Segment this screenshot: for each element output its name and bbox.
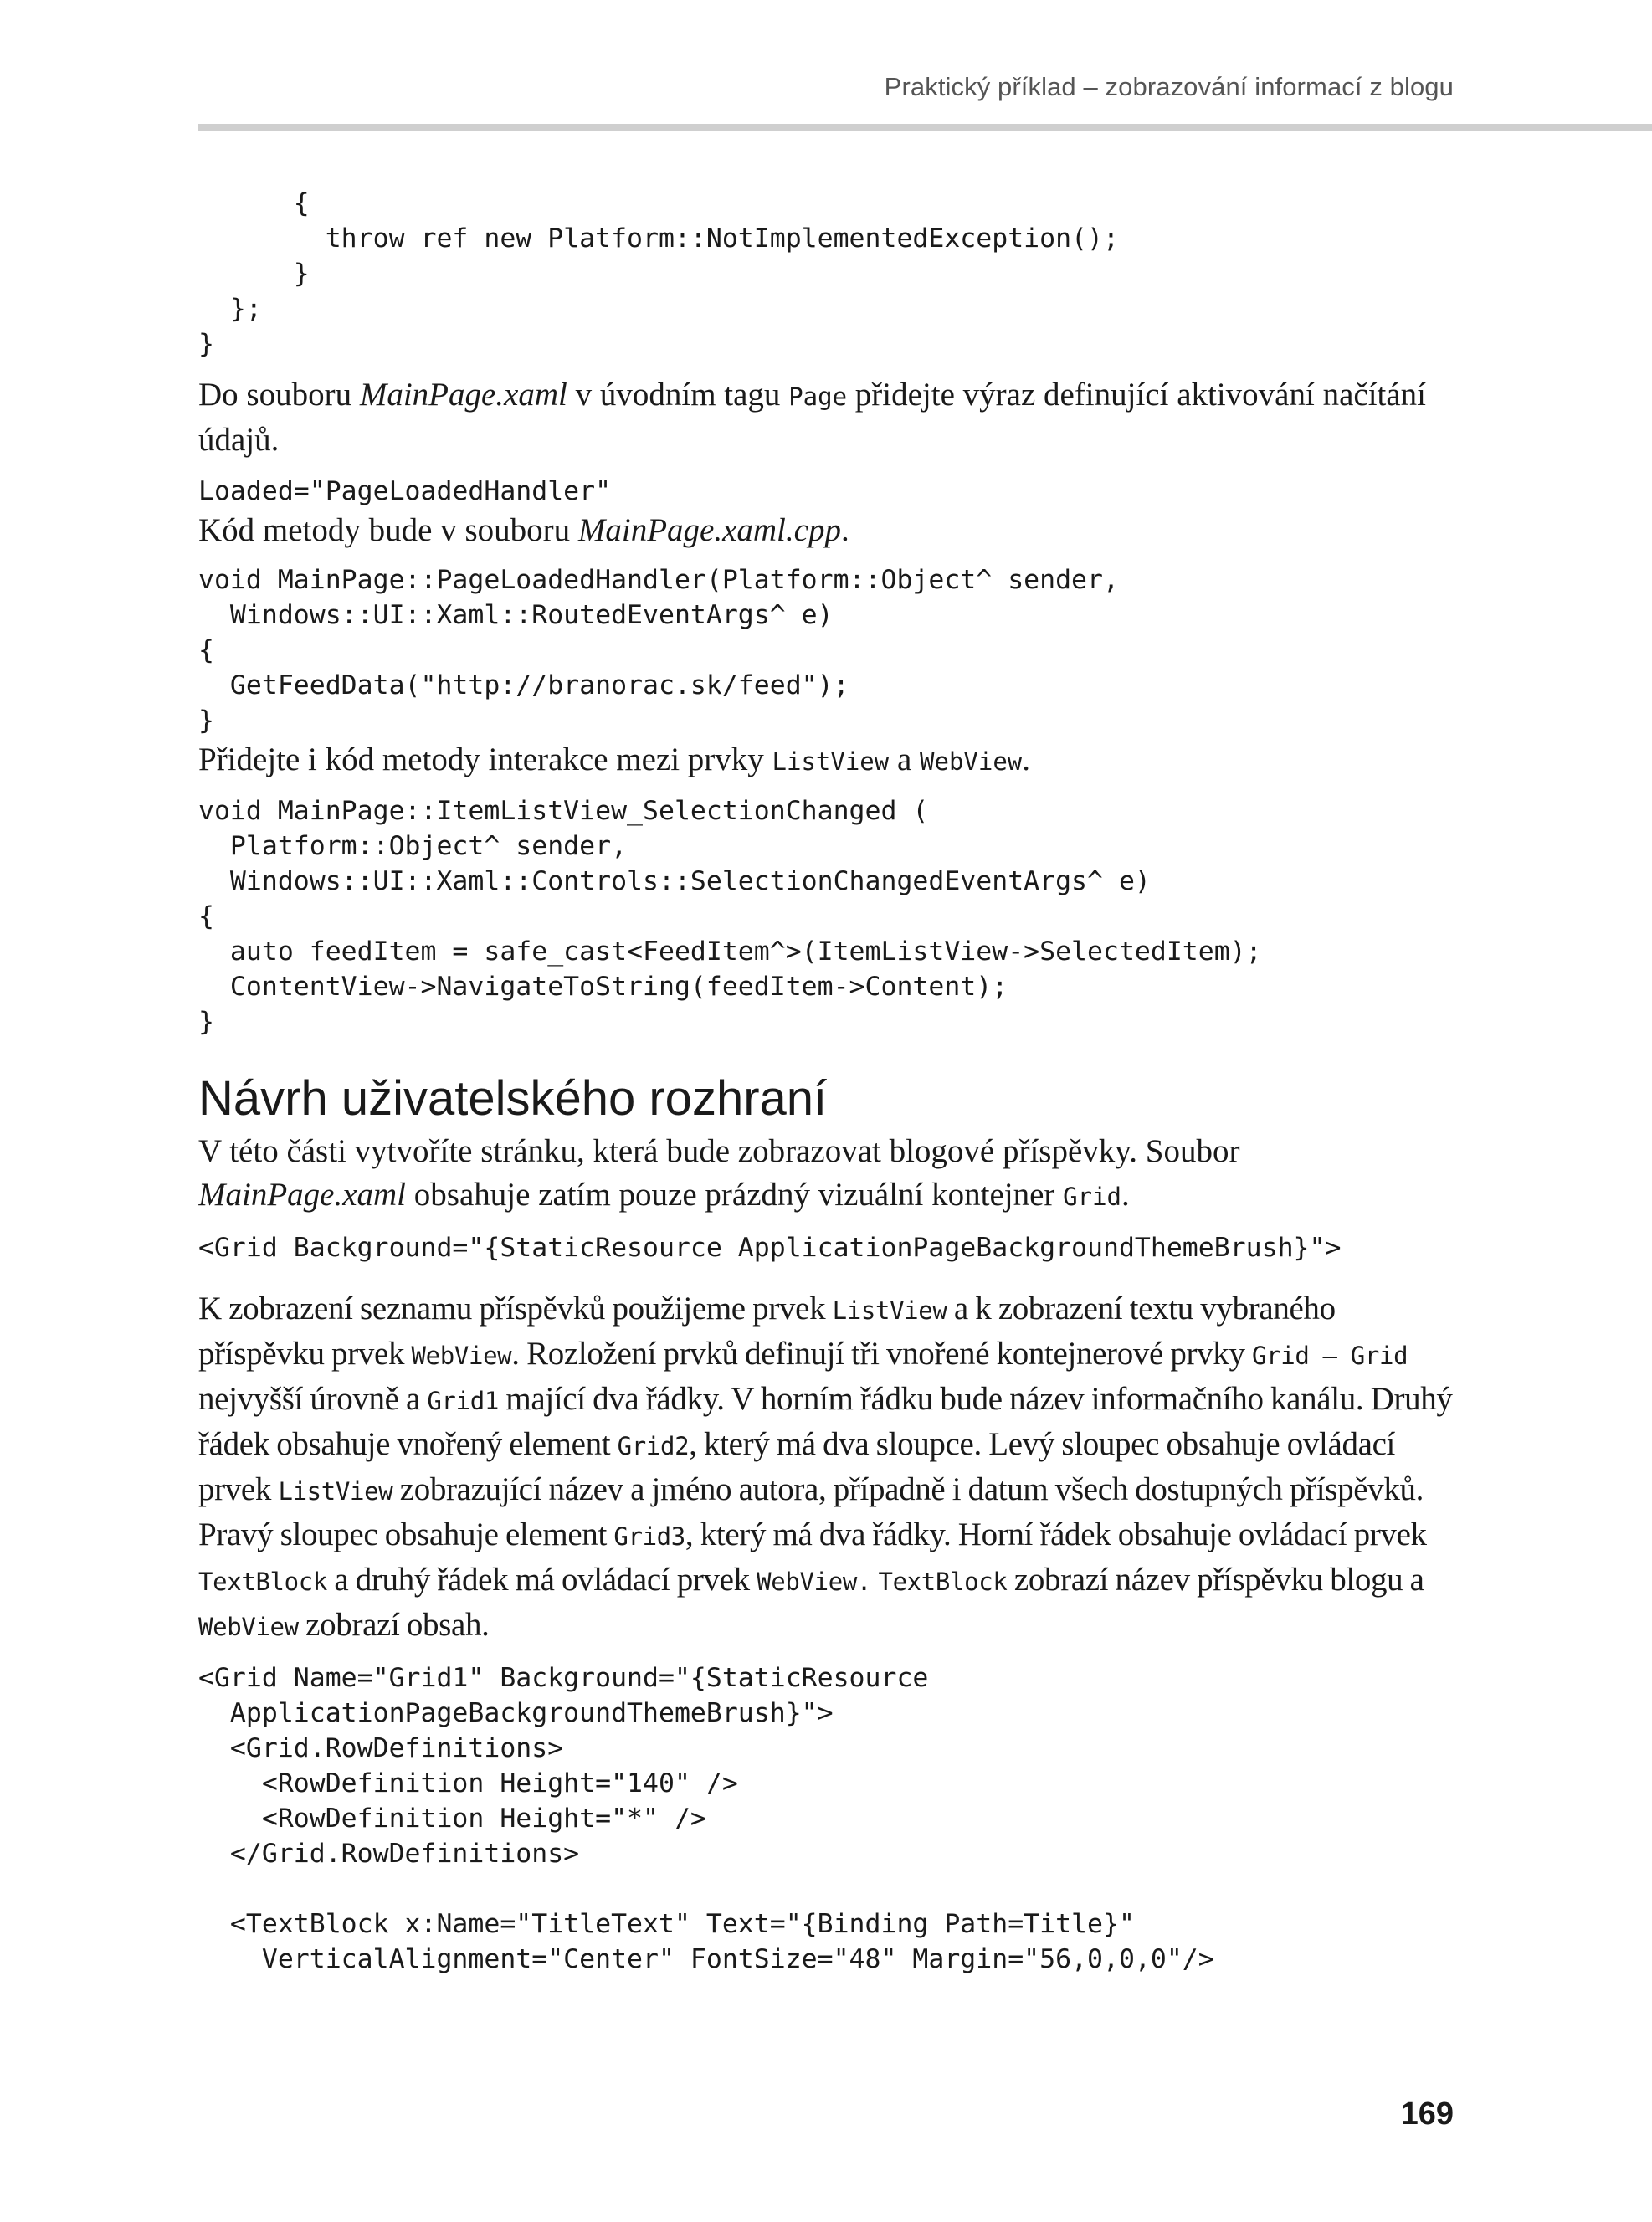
text: zobrazí obsah. — [298, 1607, 490, 1643]
text: V této části vytvoříte stránku, která bude zobrazovat blogové příspěvky. Soubor — [198, 1133, 1240, 1169]
paragraph-ui-intro — [198, 1130, 1454, 1219]
code-block-selection-changed: void MainPage::ItemListView_SelectionChanged ( Platform::Object^ sender, Windows::UI::Xaml::Controls::SelectionChangedEventArgs^ e) { auto feedItem = safe_cast<FeedItem^>(ItemListView->SelectedItem); ContentView->NavigateToString(feedItem->Content); } — [198, 796, 1262, 1037]
text: přidejte výraz definující aktivování načítání údajů. — [198, 377, 1427, 458]
code-block-exception: { throw ref new Platform::NotImplementedException(); } }; } — [198, 188, 1119, 359]
inline-code: Grid1 — [427, 1387, 499, 1415]
text: Do souboru — [198, 377, 360, 413]
inline-code: Page — [788, 382, 848, 411]
text: . — [840, 512, 849, 548]
inline-code: Grid2 — [617, 1432, 690, 1460]
inline-code: ListView — [832, 1296, 947, 1325]
text: Přidejte i kód metody interakce mezi prvky — [198, 742, 772, 777]
inline-code: WebView — [920, 747, 1023, 776]
inline-code: TextBlock — [878, 1568, 1008, 1596]
text: a — [889, 742, 921, 777]
text: a k zobrazení textu vybraného příspěvku prvek — [198, 1291, 1336, 1372]
text: . — [1121, 1177, 1130, 1213]
inline-code: Grid — [1063, 1183, 1122, 1211]
text: mající dva řádky. V horním řádku bude název informačního kanálu. Druhý řádek obsahuje vnořený element — [198, 1381, 1453, 1462]
text: , který má dva sloupce. Levý sloupec obsahuje ovládací prvek — [198, 1426, 1396, 1507]
text: . Rozložení prvků definují tři vnořené kontejnerové prvky — [511, 1336, 1252, 1372]
inline-code: ListView — [772, 747, 890, 776]
running-head: Praktický příklad – zobrazování informací z blogu — [884, 72, 1454, 101]
paragraph-layout-description — [198, 1287, 1454, 1649]
text: zobrazující název a jméno autora, případně i datum všech dostupných příspěvků. Pravý sloupec obsahuje element — [198, 1471, 1424, 1552]
code-block-grid: <Grid Background="{StaticResource ApplicationPageBackgroundThemeBrush}"> — [198, 1233, 1342, 1263]
file-name: MainPage.xaml — [359, 377, 567, 413]
text: v úvodním tagu — [567, 377, 789, 413]
text: a druhý řádek má ovládací prvek — [327, 1562, 757, 1598]
paragraph-mainpage-xaml — [198, 373, 1454, 462]
inline-code: Grid – Grid — [1252, 1342, 1408, 1370]
text: , který má dva řádky. Horní řádek obsahuje ovládací prvek — [685, 1516, 1427, 1552]
text: obsahuje zatím pouze prázdný vizuální kontejner — [406, 1177, 1064, 1213]
inline-code: WebView — [411, 1342, 512, 1370]
header-rule — [198, 124, 1652, 131]
page-content — [198, 186, 1454, 1977]
section-heading: Návrh uživatelského rozhraní — [198, 1071, 828, 1126]
paragraph-interaction — [198, 738, 1454, 783]
code-block-loaded: Loaded="PageLoadedHandler" — [198, 476, 612, 506]
inline-code: WebView. — [757, 1568, 872, 1596]
text: zobrazí název příspěvku blogu a — [1007, 1562, 1424, 1598]
paragraph-method-location — [198, 509, 1454, 552]
inline-code: Grid3 — [613, 1522, 685, 1551]
text: Kód metody bude v souboru — [198, 512, 578, 548]
inline-code: TextBlock — [198, 1568, 327, 1596]
text: . — [1022, 742, 1031, 777]
file-name: MainPage.xaml — [198, 1177, 407, 1213]
code-block-grid1: <Grid Name="Grid1" Background="{StaticResource ApplicationPageBackgroundThemeBrush}"> <Grid.RowDefinitions> <RowDefinition Height="140" /> <RowDefinition Height="*" /> </Grid.RowDefinitions> <TextBlock x:Name="TitleText" Text="{Binding Path=Title}" VerticalAlignment="Center" FontSize="48" Margin="56,0,0,0"/> — [198, 1663, 1214, 1974]
text: K zobrazení seznamu příspěvků použijeme prvek — [198, 1291, 833, 1327]
inline-code: ListView — [278, 1477, 393, 1506]
inline-code: WebView — [198, 1613, 299, 1641]
text: nejvyšší úrovně a — [198, 1381, 428, 1417]
code-block-page-loaded-handler: void MainPage::PageLoadedHandler(Platform::Object^ sender, Windows::UI::Xaml::RoutedEventArgs^ e) { GetFeedData("http://branorac.sk/feed"); } — [198, 565, 1119, 736]
page-number: 169 — [1400, 2096, 1454, 2132]
file-name: MainPage.xaml.cpp — [577, 512, 841, 548]
